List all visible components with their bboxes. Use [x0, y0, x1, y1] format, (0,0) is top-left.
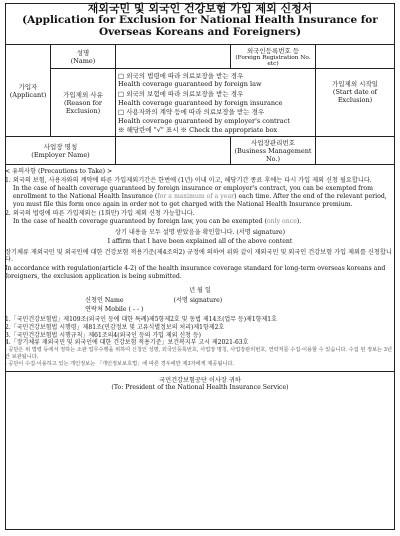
- option-foreign-law-en: Health coverage guaranteed by foreign law: [118, 80, 262, 89]
- business-no-label: 사업장관리번호 (Business Management No.): [231, 136, 316, 164]
- reason-label: 가입제외 사유 (Reason for Exclusion): [51, 69, 116, 137]
- reason-options: [116, 69, 316, 137]
- privacy-note-1: - 공단은 위 법령 등에서 정하는 소관 업무수행을 위하여 신청인 성명, 외국인등록번호, 사업장 명칭, 사업장관리번호, 연락처를 수집·이용할 수 있습니다. 수집 된 정보는 3년간 보관됩니다.: [5, 347, 392, 360]
- registration-label: 외국인등록번호 등 (Foreign Registration No. etc): [231, 45, 316, 69]
- confirmation: [5, 229, 395, 246]
- confirmation-en: I affirm that I have been explained all of the above content: [107, 237, 293, 245]
- applicant-label: 가입자 (Applicant): [6, 45, 51, 137]
- precautions: [5, 168, 395, 226]
- regulation-en: In accordance with regulation(article 4-2) of the health insurance coverage standard for long-term overseas koreans and foreigners, the exclusion application is being submitted.: [5, 265, 386, 280]
- name-field[interactable]: [116, 45, 231, 69]
- option-foreign-law[interactable]: □ 외국의 법령에 따라 의료보장을 받는 경우: [118, 71, 244, 80]
- application-form: [5, 3, 395, 530]
- confirmation-ko: 상기 내용을 모두 설명 받았음을 확인합니다. (서명 signature): [115, 229, 285, 237]
- precaution-2-en: In the case of health coverage guaranteed by foreign law, you can be exempted (only once).: [13, 218, 302, 226]
- registration-field[interactable]: [316, 45, 395, 69]
- option-employer-contract[interactable]: □ 사용자와의 계약 등에 따라 의료보장을 받는 경우: [118, 108, 265, 117]
- law-4: 4.「장기체류 재외국민 및 외국인에 대한 건강보험 적용기준」보건복지부 고시 제2021-63호: [5, 339, 249, 347]
- regulation-ko: 장기체류 재외국민 및 외국인에 대한 건강보험 적용기준(제4조의2) 규정에 의하여 위와 같이 재외국민 및 외국인 건강보험 가입 제외를 신청합니다.: [5, 248, 392, 264]
- employer-label: 사업장 명칭 (Employer Name): [6, 136, 116, 164]
- date-line[interactable]: 년 월 일: [189, 286, 211, 294]
- applicant-table: [5, 44, 395, 165]
- privacy-note-2: - 공단이 수집·이용하고 있는 개인정보는 「개인정보보호법」에 따른 경우에만 제3자에게 제공됩니다.: [5, 360, 235, 367]
- recipient-en: (To: President of the National Health Insurance Service): [111, 384, 289, 392]
- signer-mobile[interactable]: 연락처 Mobile ( - - ): [85, 306, 144, 314]
- precaution-1-ko: 1. 외국의 보험, 사용자와의 계약에 따른 가입제외기간은 한번에 (1년) 이내 이고, 해당기간 종료 후에는 다시 가입 제외 신청 필요합니다.: [5, 176, 372, 184]
- check-note: ※ 해당란에 "√" 표시 ※ Check the appropriate box: [118, 126, 278, 135]
- precaution-2-ko: 2. 외국의 법령에 따른 가입제외는 (1회만) 가입 제외 신청 가능합니다.: [5, 209, 195, 217]
- option-foreign-insurance[interactable]: □ 외국의 보험에 따라 의료보장을 받는 경우: [118, 89, 244, 98]
- recipient: [5, 371, 395, 391]
- option-employer-contract-en: Health coverage guaranteed by employer's contract: [118, 116, 290, 125]
- name-label: 성명 (Name): [51, 45, 116, 69]
- precautions-heading: < 유의사항 (Precautions to Take) >: [5, 167, 113, 175]
- title-english-line1: (Application for Exclusion for National Health Insurance for: [22, 14, 378, 27]
- employer-field[interactable]: [116, 136, 231, 164]
- option-foreign-insurance-en: Health coverage guaranteed by foreign insurance: [118, 98, 283, 107]
- form-title: [5, 3, 395, 38]
- business-no-field[interactable]: [316, 136, 395, 164]
- start-date-cell[interactable]: 가입제외 시작일 (Start date of Exclusion): [316, 69, 395, 137]
- signer-block: [5, 297, 395, 314]
- legal-basis: [5, 316, 395, 367]
- law-2: 2.「국민건강보험법 시행령」제81조(민감정보 및 고유식별정보의 처리)제1항제2호: [5, 323, 225, 331]
- signer-name[interactable]: 신청인 Name (서명 signature): [85, 297, 223, 305]
- title-korean: 재외국민 및 외국인 건강보험 가입 제외 신청서: [87, 2, 313, 15]
- title-english-line2: Overseas Koreans and Foreigners): [98, 25, 302, 38]
- precaution-1-en: In the case of health coverage guaranteed by foreign insurance or employer's contract, you can be exempted from enrollment to the National Health Insurance (for a maximum of a year) each time. After the end of the relevant period, you must file this form once again in order not to get charged with the National Health Insurance premium.: [13, 185, 387, 208]
- law-1: 1.「국민건강보험법」제109조(외국인 등에 대한 특례)제5항제2호 및 동법 제14조(업무 등)제1항제1호: [5, 315, 277, 323]
- recipient-ko: 국민건강보험공단 이사장 귀하: [159, 377, 241, 385]
- regulation-statement: [5, 249, 395, 281]
- law-3: 3.「국민건강보험법 시행규칙」제61조의4(외국인 등의 가입 제외 신청 등): [5, 331, 201, 339]
